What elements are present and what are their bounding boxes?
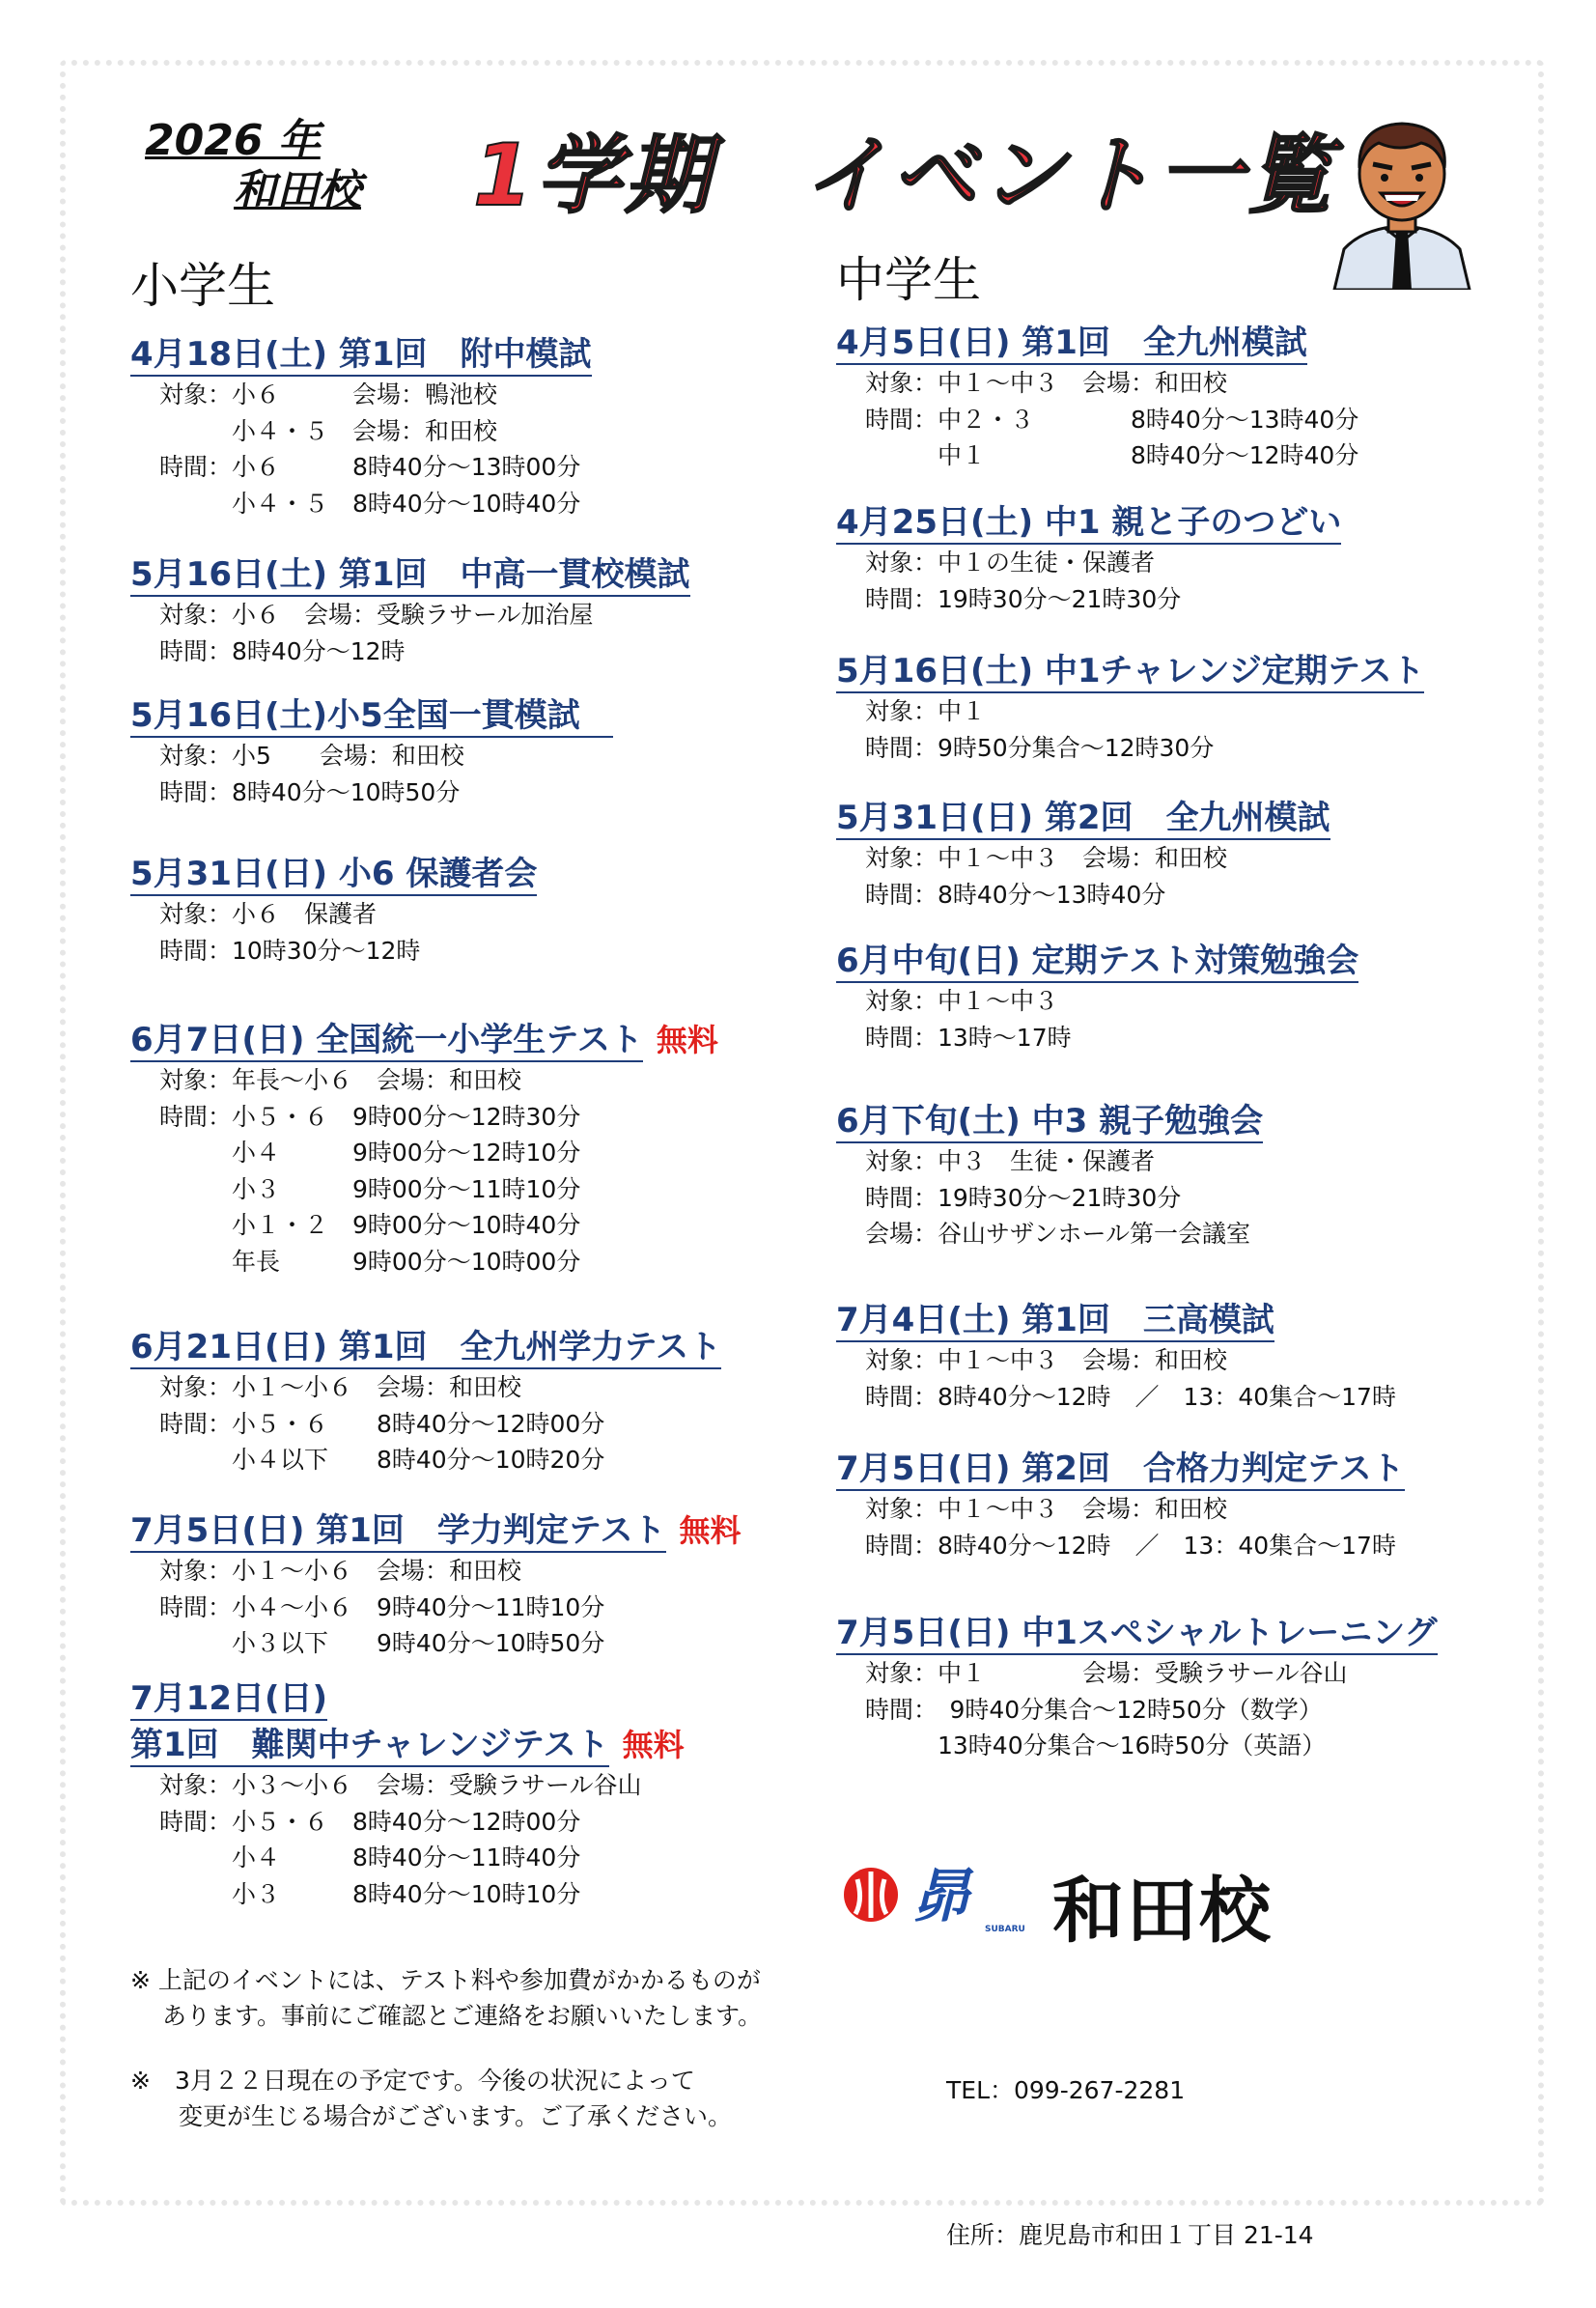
event-detail: 小４・５ 会場：和田校	[159, 416, 498, 445]
event-title: 5月31日(日) 小6 保護者会	[130, 854, 537, 896]
event-title: 5月31日(日) 第2回 全九州模試	[836, 798, 1330, 840]
event-title: 5月16日(土)小5全国一貫模試	[130, 695, 613, 738]
logo-glyph: 昴	[911, 1863, 969, 1930]
elementary-event-5	[130, 1016, 718, 1280]
logo-sub: SUBARU	[985, 1925, 1025, 1934]
event-title: 4月18日(土) 第1回 附中模試	[130, 334, 592, 377]
event-detail: 対象：中１の生徒・保護者	[865, 549, 1156, 577]
event-detail: 小４ 8時40分～11時40分	[159, 1844, 581, 1872]
event-detail: 対象：年長～小６ 会場：和田校	[159, 1066, 522, 1094]
event-detail: 時間：小５・６ 9時00分～12時30分	[159, 1102, 581, 1131]
event-title: 6月中旬(日) 定期テスト対策勉強会	[836, 941, 1358, 983]
elementary-event-7	[130, 1506, 742, 1662]
event-detail: 13時40分集合～16時50分（英語）	[865, 1731, 1327, 1759]
note-schedule: ※ 3月２２日現在の予定です。今後の状況によって 変更が生じる場合がございます。ご了承ください。	[130, 2067, 733, 2130]
event-detail: 小３以下 9時40分～10時50分	[159, 1629, 605, 1657]
event-detail: 時間：10時30分～12時	[159, 936, 421, 965]
event-detail: 対象：小３～小６ 会場：受験ラサール谷山	[159, 1771, 642, 1799]
event-detail: 小４ 9時00分～12時10分	[159, 1139, 581, 1167]
telephone: TEL：099-267-2281	[946, 2076, 1186, 2104]
elementary-event-3	[130, 695, 613, 810]
elementary-event-2	[130, 554, 690, 669]
junior-event-4	[836, 798, 1330, 913]
elementary-event-6	[130, 1327, 721, 1478]
event-detail: 対象：中１～中３ 会場：和田校	[865, 1495, 1228, 1523]
event-detail: 時間：小５・６ 8時40分～12時00分	[159, 1409, 605, 1438]
event-detail: 時間：13時～17時	[865, 1023, 1072, 1052]
event-title: 5月16日(土) 中1チャレンジ定期テスト	[836, 651, 1424, 693]
notes	[130, 1962, 762, 2163]
elementary-heading: 小学生	[130, 258, 275, 314]
junior-event-1	[836, 323, 1358, 474]
event-title: 4月5日(日) 第1回 全九州模試	[836, 323, 1307, 365]
event-detail: 年長 9時00分～10時00分	[159, 1247, 581, 1276]
junior-event-2	[836, 502, 1341, 617]
elementary-event-8	[130, 1678, 685, 1912]
junior-event-8	[836, 1449, 1405, 1563]
event-detail: 対象：小5 会場：和田校	[159, 742, 464, 770]
event-detail: 時間：9時50分集合～12時30分	[865, 733, 1215, 762]
junior-heading: 中学生	[836, 252, 981, 308]
event-detail: 時間：小６ 8時40分～13時00分	[159, 453, 581, 481]
event-detail: 時間：8時40分～12時 ／ 13：40集合～17時	[865, 1531, 1396, 1560]
event-detail: 時間：小５・６ 8時40分～12時00分	[159, 1807, 581, 1836]
elementary-event-1	[130, 334, 592, 521]
event-title: 5月16日(土) 第1回 中高一貫校模試	[130, 554, 690, 597]
year-label: 2026 年	[145, 116, 321, 165]
event-detail: 時間：8時40分～12時 ／ 13：40集合～17時	[865, 1382, 1396, 1411]
event-detail: 対象：小１～小６ 会場：和田校	[159, 1557, 522, 1585]
event-detail: 小１・２ 9時00分～10時40分	[159, 1211, 581, 1239]
event-title: 7月4日(土) 第1回 三高模試	[836, 1300, 1274, 1342]
event-detail: 対象：小６ 会場：受験ラサール加治屋	[159, 601, 594, 629]
free-badge: 無料	[656, 1022, 718, 1058]
event-detail: 小３ 9時00分～11時10分	[159, 1174, 581, 1203]
event-detail: 対象：中１ 会場：受験ラサール谷山	[865, 1659, 1348, 1687]
junior-event-3	[836, 651, 1424, 766]
teacher-illustration	[1325, 114, 1479, 290]
event-detail: 時間：8時40分～10時50分	[159, 777, 461, 806]
event-title: 7月5日(日) 第1回 学力判定テスト	[130, 1510, 666, 1553]
event-detail: 対象：小６ 保護者	[159, 900, 378, 928]
event-title: 6月下旬(土) 中3 親子勉強会	[836, 1101, 1263, 1143]
event-detail: 小４以下 8時40分～10時20分	[159, 1446, 605, 1474]
free-badge: 無料	[679, 1512, 742, 1549]
event-detail: 時間： 9時40分集合～12時50分（数学）	[865, 1695, 1323, 1724]
event-detail: 対象：中１～中３ 会場：和田校	[865, 369, 1228, 397]
address: 住所：鹿児島市和田１丁目 21-14	[946, 2221, 1314, 2249]
event-detail: 時間：小４～小６ 9時40分～11時10分	[159, 1592, 605, 1621]
event-title: 7月12日(日)	[130, 1678, 327, 1721]
event-detail: 時間：8時40分～12時	[159, 636, 406, 665]
event-detail: 時間：19時30分～21時30分	[865, 1183, 1182, 1212]
school-name: 和田校	[1052, 1870, 1273, 1953]
junior-event-7	[836, 1300, 1396, 1415]
event-detail: 時間：8時40分～13時40分	[865, 880, 1166, 909]
school-label: 和田校	[234, 166, 361, 215]
event-title: 7月5日(日) 第2回 合格力判定テスト	[836, 1449, 1405, 1491]
event-detail: 会場：谷山サザンホール第一会議室	[865, 1220, 1251, 1248]
header-year-school	[145, 116, 361, 216]
event-detail: 対象：中１	[865, 697, 987, 725]
event-title: 6月7日(日) 全国統一小学生テスト	[130, 1020, 643, 1062]
event-title: 6月21日(日) 第1回 全九州学力テスト	[130, 1327, 721, 1369]
event-detail: 時間：19時30分～21時30分	[865, 584, 1182, 613]
event-detail: 小３ 8時40分～10時10分	[159, 1879, 581, 1908]
page-title: 1学期 イベント一覧	[473, 126, 1336, 225]
free-badge: 無料	[622, 1727, 685, 1763]
event-title: 7月5日(日) 中1スペシャルトレーニング	[836, 1613, 1438, 1655]
event-detail: 対象：中１～中３ 会場：和田校	[865, 844, 1228, 872]
elementary-event-4	[130, 854, 537, 969]
note-fees: ※ 上記のイベントには、テスト料や参加費がかかるものが あります。事前にご確認とご連絡をお願いいたします。	[130, 1966, 762, 2030]
event-detail: 対象：中３ 生徒・保護者	[865, 1147, 1156, 1175]
event-detail: 対象：中１～中３	[865, 987, 1059, 1015]
event-detail: 時間：中２・３ 8時40分～13時40分	[865, 405, 1359, 434]
junior-event-6	[836, 1101, 1263, 1253]
junior-event-5	[836, 941, 1358, 1055]
event-detail: 中１ 8時40分～12時40分	[865, 441, 1359, 469]
event-title: 4月25日(土) 中1 親と子のつどい	[836, 502, 1341, 545]
event-detail: 対象：小１～小６ 会場：和田校	[159, 1373, 522, 1401]
event-title-line2: 第1回 難関中チャレンジテスト	[130, 1725, 609, 1767]
event-detail: 小４・５ 8時40分～10時40分	[159, 489, 581, 518]
junior-event-9	[836, 1613, 1438, 1764]
event-detail: 対象：小６ 会場：鴨池校	[159, 380, 498, 408]
event-detail: 対象：中１～中３ 会場：和田校	[865, 1346, 1228, 1374]
